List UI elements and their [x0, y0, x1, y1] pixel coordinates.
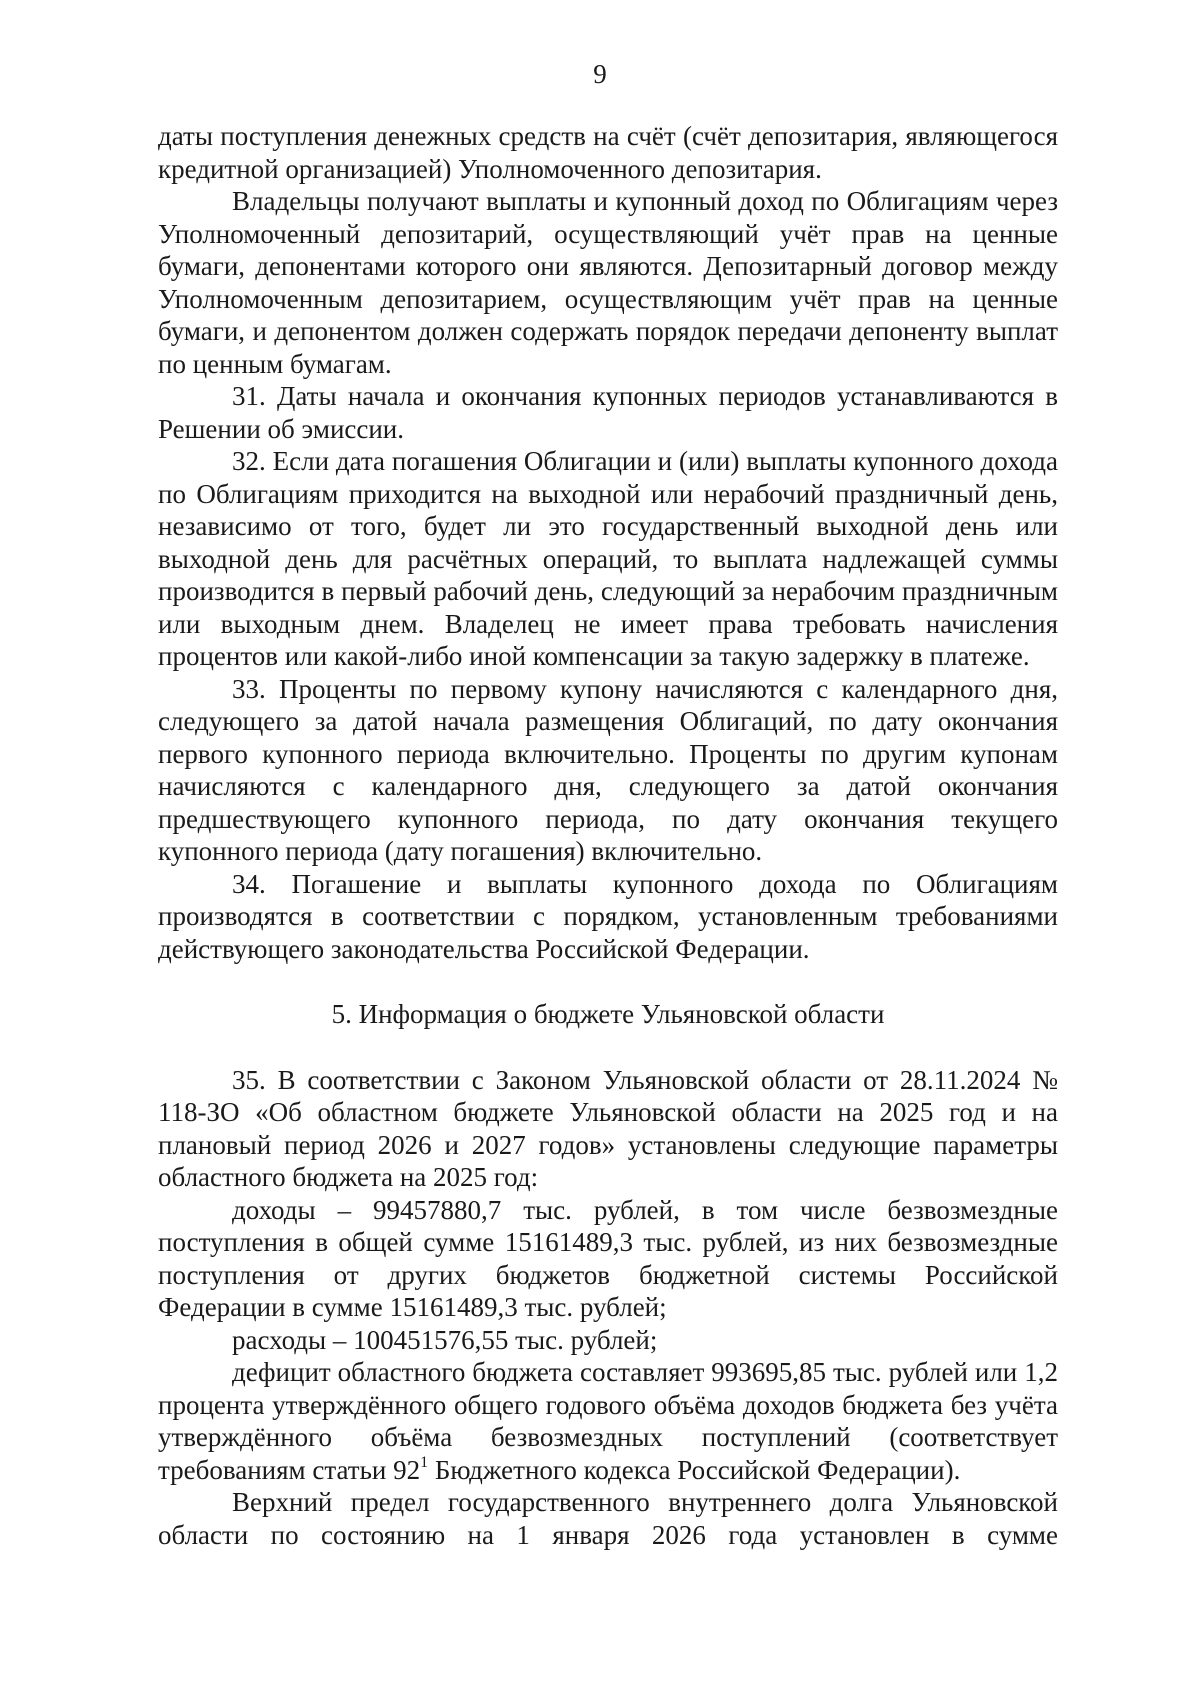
paragraph-33: 33. Проценты по первому купону начисляются с календарного дня, следующего за датой начала размещения Облигаций, по дату окончания первого купонного периода включительно. Проценты по другим купонам начисляются с календарного дня, следующего за датой окончания предшествующего купонного периода, по дату окончания текущего купонного периода (дату погашения) включительно. [158, 673, 1058, 866]
paragraph-35: 35. В соответствии с Законом Ульяновской области от 28.11.2024 № 118-ЗО «Об областном бюджете Ульяновской области на 2025 год и на плановый период 2026 и 2027 годов» установлены следующие параметры областного бюджета на 2025 год: [158, 1064, 1058, 1192]
paragraph-owners-payments: Владельцы получают выплаты и купонный доход по Облигациям через Уполномоченный депозитарий, осуществляющий учёт прав на ценные бумаги, депонентами которого они являются. Депозитарный договор между Уполномоченным депозитарием, осуществляющим учёт прав на ценные бумаги, и депонентом должен содержать порядок передачи депоненту выплат по ценным бумагам. [158, 186, 1058, 379]
deficit-text: дефицит областного бюджета составляет 993695,85 тыс. рублей или 1,2 процента утверждённого общего годового объёма доходов бюджета без учёта утверждённого объёма безвозмездных поступлений (соответствует требованиям статьи 92 [158, 1357, 1058, 1485]
paragraph-34: 34. Погашение и выплаты купонного дохода по Облигациям производятся в соответствии с порядком, установленным требованиями действующего законодательства Российской Федерации. [158, 868, 1058, 964]
paragraph-32: 32. Если дата погашения Облигации и (или) выплаты купонного дохода по Облигациям приходится на выходной или нерабочий праздничный день, независимо от того, будет ли это государственный выходной день или выходной день для расчётных операций, то выплата надлежащей суммы производится в первый рабочий день, следующий за нерабочим праздничным или выходным днем. Владелец не имеет права требовать начисления процентов или какой-либо иной компенсации за такую задержку в платеже. [158, 446, 1058, 671]
deficit-text-end: Бюджетного кодекса Российской Федерации). [428, 1454, 961, 1485]
paragraph-continuation: даты поступления денежных средств на счёт (счёт депозитария, являющегося кредитной организацией) Уполномоченного депозитария. [158, 121, 1058, 184]
paragraph-deficit [158, 1356, 1058, 1486]
paragraph-revenues: доходы – 99457880,7 тыс. рублей, в том числе безвозмездные поступления в общей сумме 15161489,3 тыс. рублей, из них безвозмездные поступления от других бюджетов бюджетной системы Российской Федерации в сумме 15161489,3 тыс. рублей; [158, 1194, 1058, 1322]
document-body [158, 120, 1058, 1551]
paragraph-debt-limit: Верхний предел государственного внутреннего долга Ульяновской области по состоянию на 1 января 2026 года установлен в сумме [158, 1487, 1058, 1550]
section-heading: 5. Информация о бюджете Ульяновской области [331, 999, 885, 1029]
article-superscript: 1 [420, 1453, 429, 1471]
paragraph-expenses: расходы – 100451576,55 тыс. рублей; [232, 1324, 658, 1355]
paragraph-31: 31. Даты начала и окончания купонных периодов устанавливаются в Решении об эмиссии. [158, 381, 1058, 444]
page-number: 9 [593, 59, 607, 89]
